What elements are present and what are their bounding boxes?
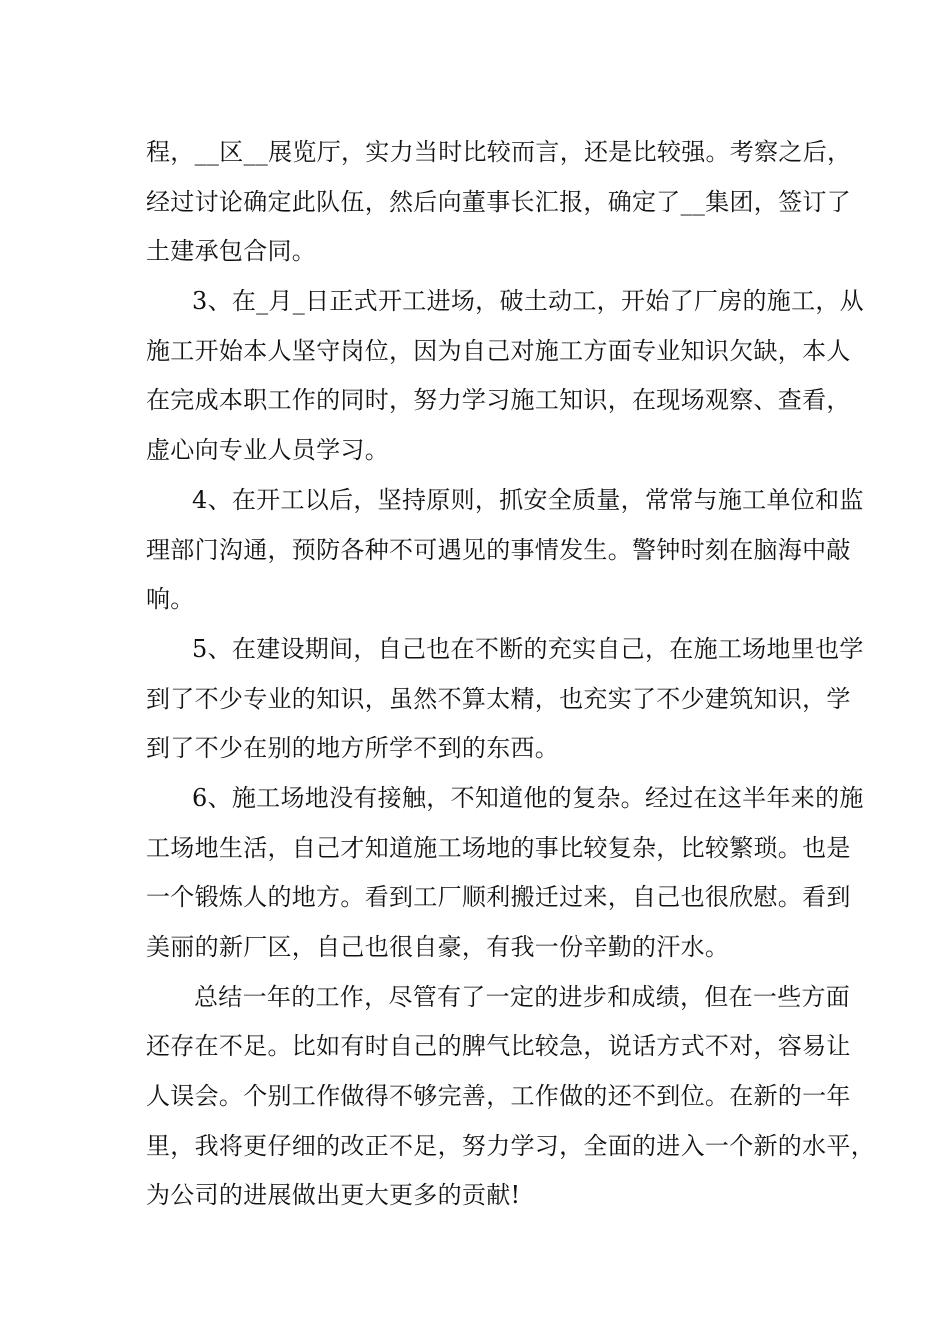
text-line: 响。 [146, 585, 195, 614]
body-text [146, 128, 875, 1221]
text-line: 还存在不足。比如有时自己的脾气比较急，说话方式不对，容易让 [146, 1032, 851, 1061]
text-line: 理部门沟通，预防各种不可遇见的事情发生。警钟时刻在脑海中敲 [146, 535, 851, 564]
text-line: 在完成本职工作的同时，努力学习施工知识，在现场观察、查看， [146, 386, 851, 415]
text-line: 为公司的进展做出更大更多的贡献! [146, 1181, 521, 1210]
text-line: 虚心向专业人员学习。 [146, 436, 389, 465]
text-line: 一个锻炼人的地方。看到工厂顺利搬迁过来，自己也很欣慰。看到 [146, 883, 851, 912]
text-line: 6、施工场地没有接触，不知道他的复杂。经过在这半年来的施 [192, 783, 864, 812]
text-line: 人误会。个别工作做得不够完善，工作做的还不到位。在新的一年 [146, 1082, 851, 1111]
text-line: 程，__区__展览厅，实力当时比较而言，还是比较强。考察之后， [146, 138, 852, 166]
text-line: 到了不少在别的地方所学不到的东西。 [146, 734, 560, 763]
text-line: 施工开始本人坚守岗位，因为自己对施工方面专业知识欠缺，本人 [146, 336, 851, 365]
text-line: 美丽的新厂区，自己也很自豪，有我一份辛勤的汗水。 [146, 933, 730, 961]
text-line: 工场地生活，自己才知道施工场地的事比较复杂，比较繁琐。也是 [146, 833, 851, 862]
text-line: 经过讨论确定此队伍，然后向董事长汇报，确定了__集团，签订了 [146, 187, 851, 216]
text-line: 4、在开工以后，坚持原则，抓安全质量，常常与施工单位和监 [192, 485, 864, 514]
text-line: 土建承包合同。 [146, 237, 317, 266]
text-line: 里，我将更仔细的改正不足，努力学习，全面的进入一个新的水平， [146, 1131, 875, 1160]
text-line: 到了不少专业的知识，虽然不算太精，也充实了不少建筑知识，学 [146, 684, 851, 713]
text-line: 总结一年的工作，尽管有了一定的进步和成绩，但在一些方面 [194, 982, 851, 1011]
text-line: 3、在_月_日正式开工进场，破土动工，开始了厂房的施工，从 [192, 287, 864, 316]
text-line: 5、在建设期间，自己也在不断的充实自己，在施工场地里也学 [192, 634, 864, 663]
